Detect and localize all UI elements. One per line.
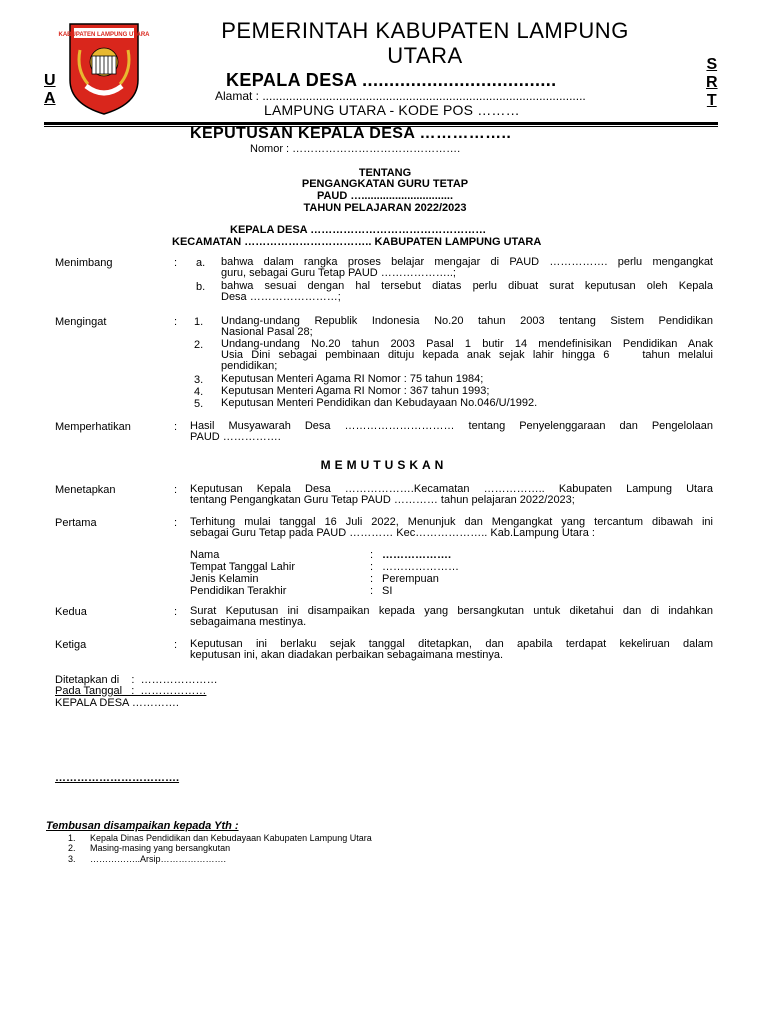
regency-logo	[58, 20, 150, 116]
decree-title: KEPUTUSAN KEPALA DESA ……………..	[190, 125, 512, 142]
field-value-education: SI	[382, 585, 393, 597]
menimbang-num-b: b.	[196, 281, 206, 293]
tembusan-item: Kepala Dinas Pendidikan dan Kebudayaan Kabupaten Lampung Utara	[90, 833, 372, 843]
kedua-line-2: sebagaimana mestinya.	[190, 616, 307, 628]
menetapkan-line-1: Keputusan Kepala Desa ……………….Kecamatan …………….. Kabupaten Lampung Utara	[190, 483, 713, 495]
subject-line-2: PAUD …..............................	[316, 190, 454, 202]
mengingat-item-line: Nasional Pasal 28;	[221, 326, 313, 338]
ditetapkan-di: Ditetapkan di : …………………	[55, 674, 218, 686]
tentang-label: TENTANG	[358, 167, 412, 179]
memperhatikan-line-2: PAUD …………….	[190, 431, 281, 443]
field-colon: :	[370, 585, 374, 597]
kedua-colon: :	[174, 606, 178, 618]
menimbang-num-a: a.	[196, 257, 206, 269]
pertama-line-1: Terhitung mulai tanggal 16 Juli 2022, Menunjuk dan Mengangkat yang tercantum dibawah ini	[190, 516, 713, 528]
side-letters-right	[706, 56, 718, 110]
tembusan-num: 3.	[68, 854, 76, 864]
ketiga-colon: :	[174, 639, 178, 651]
mengingat-num: 1.	[194, 316, 204, 328]
ketiga-label: Ketiga	[55, 639, 87, 651]
field-label-ttl: Tempat Tanggal Lahir	[190, 561, 295, 573]
field-label-nama: Nama	[190, 549, 220, 561]
regency-emblem-icon	[58, 20, 150, 116]
menetapkan-line-2: tentang Pengangkatan Guru Tetap PAUD ………… tahun pelajaran 2022/2023;	[190, 494, 575, 506]
field-value-nama: ……………….	[382, 549, 452, 561]
menimbang-label: Menimbang	[55, 257, 113, 269]
pertama-label: Pertama	[55, 517, 97, 529]
tembusan-title: Tembusan disampaikan kepada Yth :	[46, 820, 239, 832]
field-colon: :	[370, 561, 374, 573]
gov-line-2: UTARA	[387, 43, 463, 68]
side-right-letter: R	[706, 74, 718, 91]
kepala-desa-heading: KEPALA DESA ....................................	[226, 70, 557, 90]
mengingat-item-line: Keputusan Menteri Agama RI Nomor : 75 tahun 1984;	[221, 373, 484, 385]
menimbang-a-line-1: bahwa dalam rangka proses belajar mengajar di PAUD ……………. perlu mengangkat	[221, 256, 713, 268]
menetapkan-label: Menetapkan	[55, 484, 116, 496]
mengingat-num: 5.	[194, 398, 204, 410]
side-right-letter: T	[706, 92, 717, 109]
mengingat-num: 2.	[194, 339, 204, 351]
menimbang-colon: :	[174, 257, 178, 269]
kedua-line-1: Surat Keputusan ini disampaikan kepada yang bersangkutan untuk diketahui dan di indahkan	[190, 605, 713, 617]
ketiga-line-2: keputusan ini, akan diadakan perbaikan sebagaimana mestinya.	[190, 649, 504, 661]
tembusan-item: Masing-masing yang bersangkutan	[90, 843, 231, 853]
field-value-ttl: …………………	[382, 561, 459, 573]
mengingat-item-line: Keputusan Menteri Agama RI Nomor : 367 tahun 1993;	[221, 385, 490, 397]
tembusan-item: ……………..Arsip………………….	[90, 854, 227, 864]
field-value-gender: Perempuan	[382, 573, 439, 585]
side-left-letter: A	[44, 90, 56, 107]
address-line: Alamat : .................................................................................................	[215, 89, 586, 103]
side-right-letter: S	[706, 56, 718, 73]
mengingat-num: 3.	[194, 374, 204, 386]
memperhatikan-colon: :	[174, 421, 178, 433]
mengingat-num: 4.	[194, 386, 204, 398]
pertama-colon: :	[174, 517, 178, 529]
kedua-label: Kedua	[55, 606, 87, 618]
memutuskan-heading: MEMUTUSKAN	[320, 458, 448, 472]
menimbang-a-line-2: guru, sebagai Guru Tetap PAUD ………………..;	[221, 267, 456, 279]
field-label-education: Pendidikan Terakhir	[190, 585, 287, 597]
government-heading	[180, 18, 670, 68]
side-left-letter: U	[44, 72, 56, 89]
menimbang-b-line-1: bahwa sesuai dengan hal tersebut diatas perlu dibuat surat keputusan oleh Kepala	[221, 280, 713, 292]
issuer-line: KEPALA DESA …………………………………………	[230, 224, 487, 236]
mengingat-colon: :	[174, 316, 178, 328]
pertama-line-2: sebagai Guru Tetap pada PAUD ………… Kec……………….. Kab.Lampung Utara :	[190, 527, 595, 539]
region-postcode-line: LAMPUNG UTARA - KODE POS ………	[264, 102, 520, 118]
ditetapkan-tanggal: Pada Tanggal : ………………	[55, 685, 207, 697]
mengingat-label: Mengingat	[55, 316, 107, 328]
mengingat-item-line: Undang-undang No.20 tahun 2003 Pasal 1 butir 14 mendefinisikan Pendidikan Anak	[221, 338, 713, 350]
gov-line-1: PEMERINTAH KABUPATEN LAMPUNG	[221, 18, 629, 43]
tembusan-num: 1.	[68, 833, 76, 843]
field-label-gender: Jenis Kelamin	[190, 573, 259, 585]
ditetapkan-kepala: KEPALA DESA ………….	[55, 697, 179, 709]
mengingat-item-line: Undang-undang Republik Indonesia No.20 tahun 2003 tentang Sistem Pendidikan	[221, 315, 713, 327]
side-letters-left	[44, 72, 56, 108]
tembusan-num: 2.	[68, 843, 76, 853]
menimbang-b-line-2: Desa ……………………;	[221, 291, 341, 303]
mengingat-item-line: pendidikan;	[221, 360, 278, 372]
subject-line-1: PENGANGKATAN GURU TETAP	[301, 178, 469, 190]
svg-text:KABUPATEN LAMPUNG UTARA: KABUPATEN LAMPUNG UTARA	[58, 32, 150, 38]
field-colon: :	[370, 573, 374, 585]
memperhatikan-line-1: Hasil Musyawarah Desa ………………………… tentang Penyelenggaraan dan Pengelolaan	[190, 420, 713, 432]
district-line: KECAMATAN …………………………….. KABUPATEN LAMPUNG UTARA	[172, 236, 542, 248]
menetapkan-colon: :	[174, 484, 178, 496]
subject-year: TAHUN PELAJARAN 2022/2023	[303, 202, 467, 214]
mengingat-item-line: Keputusan Menteri Pendidikan dan Kebudayaan No.046/U/1992.	[221, 397, 538, 409]
mengingat-item-line: Usia Dini sebagai pembinaan dituju kepada anak sejak lahir hingga 6 tahun melalui	[221, 349, 713, 361]
decree-number: Nomor : ……………………………………….	[250, 143, 461, 155]
field-colon: :	[370, 549, 374, 561]
memperhatikan-label: Memperhatikan	[55, 421, 131, 433]
signature-line: …………………………….	[55, 772, 180, 784]
ketiga-line-1: Keputusan ini berlaku sejak tanggal ditetapkan, dan apabila terdapat kekeliruan dalam	[190, 638, 713, 650]
